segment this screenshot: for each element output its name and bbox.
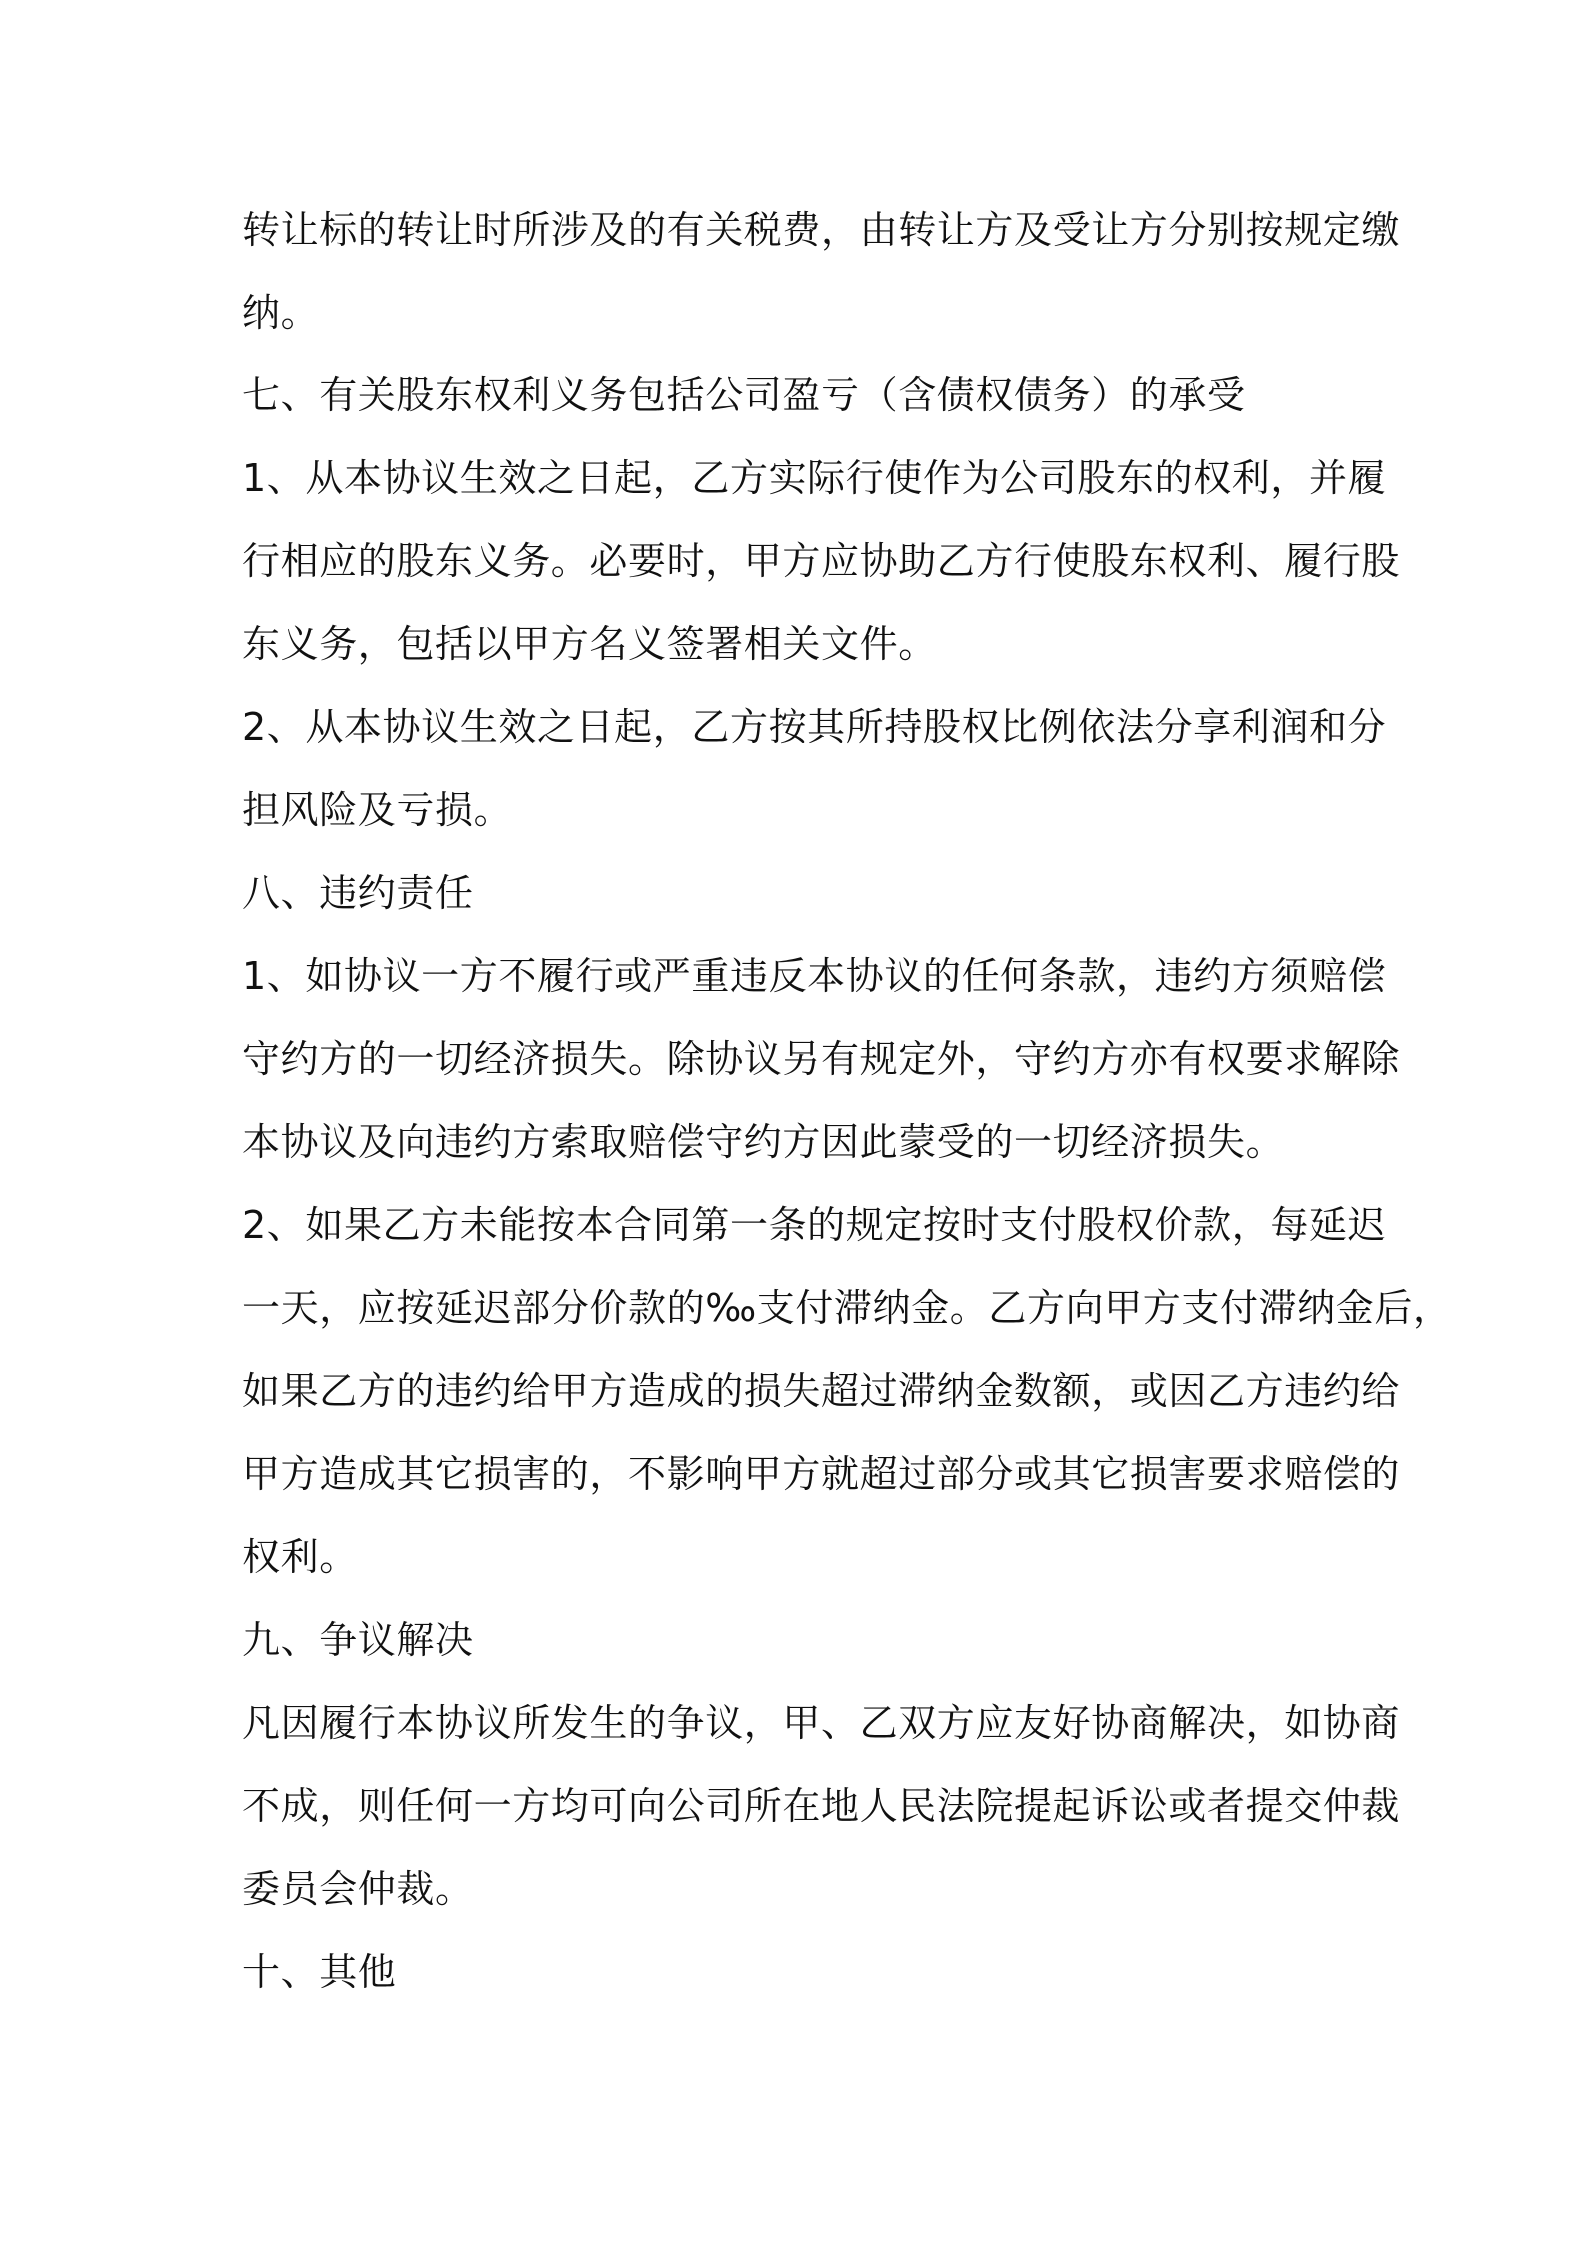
section-heading: 七、有关股东权利义务包括公司盈亏（含债权债务）的承受 [242,373,1246,417]
text-line: 不成，则任何一方均可向公司所在地人民法院提起诉讼或者提交仲裁 [242,1784,1401,1828]
section-heading: 十、其他 [242,1950,397,1994]
text-line: 转让标的转让时所涉及的有关税费，由转让方及受让方分别按规定缴 [242,208,1401,252]
text-line: 守约方的一切经济损失。除协议另有规定外，守约方亦有权要求解除 [242,1037,1401,1081]
text-line: 1、从本协议生效之日起，乙方实际行使作为公司股东的权利，并履 [242,456,1387,500]
text-line: 2、从本协议生效之日起，乙方按其所持股权比例依法分享利润和分 [242,705,1387,749]
text-line: 纳。 [242,291,320,335]
text-line: 本协议及向违约方索取赔偿守约方因此蒙受的一切经济损失。 [242,1120,1285,1164]
text-line: 如果乙方的违约给甲方造成的损失超过滞纳金数额，或因乙方违约给 [242,1369,1401,1413]
section-heading: 八、违约责任 [242,871,474,915]
text-line: 担风险及亏损。 [242,788,513,832]
text-line: 行相应的股东义务。必要时，甲方应协助乙方行使股东权利、履行股 [242,539,1401,583]
text-line: 甲方造成其它损害的，不影响甲方就超过部分或其它损害要求赔偿的 [242,1452,1401,1496]
text-line: 1、如协议一方不履行或严重违反本协议的任何条款，违约方须赔偿 [242,954,1387,998]
text-line: 2、如果乙方未能按本合同第一条的规定按时支付股权价款，每延迟 [242,1203,1387,1247]
text-line: 凡因履行本协议所发生的争议，甲、乙双方应友好协商解决，如协商 [242,1701,1401,1745]
text-line: 委员会仲裁。 [242,1867,474,1911]
section-heading: 九、争议解决 [242,1618,474,1662]
text-line: 一天，应按延迟部分价款的‰支付滞纳金。乙方向甲方支付滞纳金后， [242,1286,1452,1330]
text-line: 东义务，包括以甲方名义签署相关文件。 [242,622,937,666]
text-line: 权利。 [242,1535,358,1579]
